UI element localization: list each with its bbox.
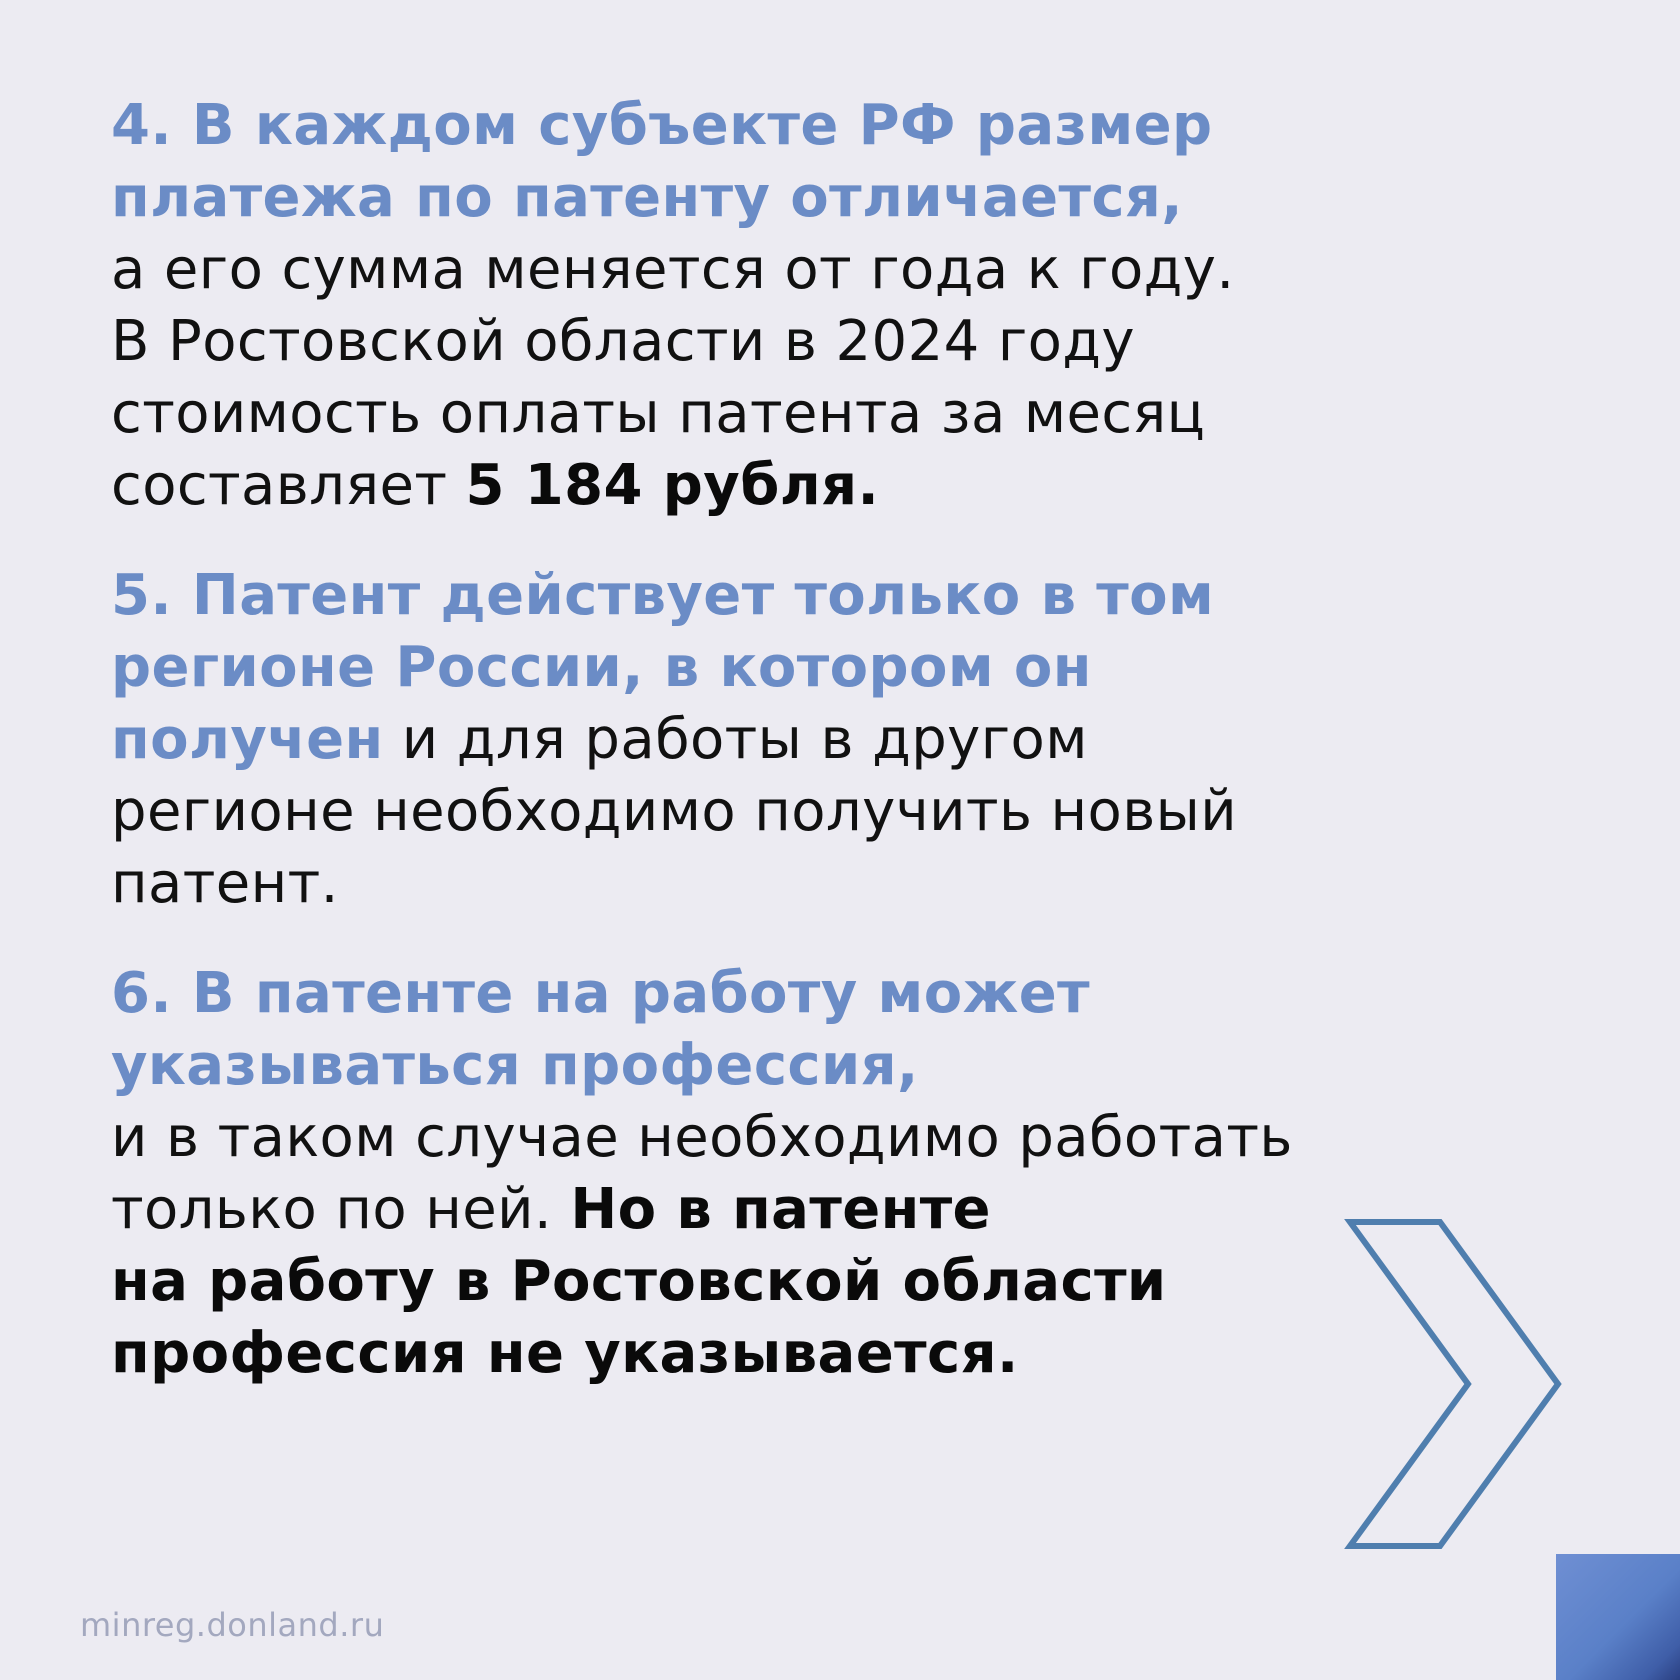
point-6-line-6-part-1: профессия не указывается. [111, 1321, 1019, 1386]
point-4-line-2-part-1: платежа по патенту отличается, [111, 165, 1183, 230]
footer-url[interactable]: minreg.donland.ru [80, 1606, 385, 1644]
point-4-line-5-part-1: стоимость оплаты патента за месяц [111, 381, 1206, 446]
point-5 [111, 560, 1411, 920]
point-5-line-3-part-2: и для работы в другом [383, 707, 1088, 772]
point-6-line-3-part-1: и в таком случае необходимо работать [111, 1105, 1293, 1170]
point-5-line-1-part-1: 5. Патент действует только в том [111, 563, 1215, 628]
point-5-line-4-part-1: регионе необходимо получить новый [111, 779, 1238, 844]
slide-content [111, 90, 1411, 1390]
point-6 [111, 958, 1411, 1390]
point-4-line-3-part-1: а его сумма меняется от года к году. [111, 237, 1235, 302]
point-4-line-4-part-1: В Ростовской области в 2024 году [111, 309, 1135, 374]
point-6-line-5-part-1: на работу в Ростовской области [111, 1249, 1167, 1314]
point-6-line-4-part-2: Но в патенте [570, 1177, 991, 1242]
point-5-line-5-part-1: патент. [111, 851, 339, 916]
point-5-line-3-part-1: получен [111, 707, 384, 772]
point-4 [111, 90, 1411, 522]
point-4-line-6-part-1: составляет [111, 453, 466, 518]
point-5-line-2-part-1: регионе России, в котором он [111, 635, 1092, 700]
point-4-line-6-part-2: 5 184 рубля. [465, 453, 880, 518]
corner-decoration [1556, 1554, 1680, 1680]
point-6-line-4-part-1: только по ней. [111, 1177, 571, 1242]
point-6-line-1-part-1: 6. В патенте на работу может [111, 961, 1090, 1026]
point-4-line-1-part-1: 4. В каждом субъекте РФ размер [111, 93, 1213, 158]
chevron-right-icon[interactable] [1340, 1214, 1580, 1554]
chevron-right-shape [1350, 1222, 1558, 1546]
point-6-line-2-part-1: указываться профессия, [111, 1033, 919, 1098]
